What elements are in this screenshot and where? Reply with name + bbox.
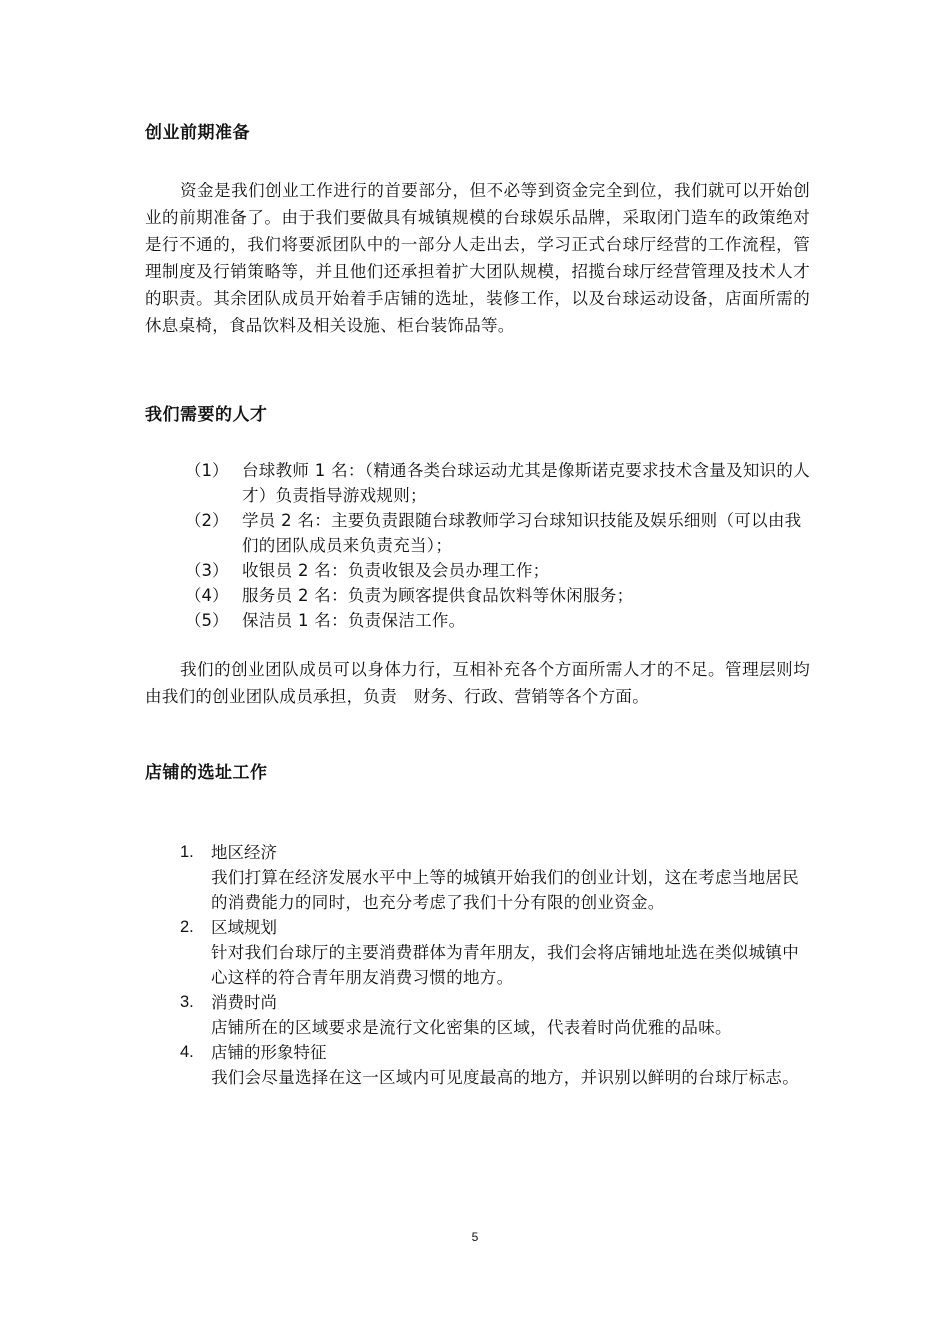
section-title-site-selection: 店铺的选址工作 (145, 763, 268, 783)
list-item-desc: 针对我们台球厅的主要消费群体为青年朋友，我们会将店铺地址选在类似城镇中心这样的符合青年朋友消费习惯的地方。 (211, 943, 799, 987)
list-item-trainee (185, 508, 815, 558)
paragraph-startup-prep (145, 177, 810, 339)
list-item-regional-planning (180, 915, 810, 990)
list-number: （4） (185, 586, 229, 605)
list-number: 4. (180, 1043, 194, 1061)
list-item-cleaner (185, 608, 815, 633)
list-item-title: 店铺的形象特征 (211, 1043, 327, 1062)
list-item-waiter (185, 583, 815, 608)
list-number: 3. (180, 993, 194, 1011)
list-item-consumer-trend (180, 990, 810, 1040)
list-text: 台球教师 1 名：（精通各类台球运动尤其是像斯诺克要求技术含量及知识的人才）负责指导游戏规则； (242, 461, 811, 505)
list-number: 1. (180, 843, 194, 861)
paragraph-talent-summary (145, 656, 810, 710)
list-item-title: 消费时尚 (211, 993, 277, 1012)
list-item-title: 区域规划 (211, 918, 277, 937)
list-item-store-image (180, 1040, 810, 1090)
list-item-regional-economy (180, 840, 810, 915)
list-item-desc: 我们打算在经济发展水平中上等的城镇开始我们的创业计划，这在考虑当地居民的消费能力的同时，也充分考虑了我们十分有限的创业资金。 (211, 868, 799, 912)
list-number: （3） (185, 561, 229, 580)
list-number: （2） (185, 511, 229, 530)
list-text: 收银员 2 名：负责收银及会员办理工作； (242, 561, 550, 580)
site-selection-list (180, 840, 810, 1090)
list-item-desc: 我们会尽量选择在这一区域内可见度最高的地方，并识别以鲜明的台球厅标志。 (211, 1068, 799, 1087)
list-item-title: 地区经济 (211, 843, 277, 862)
list-item-teacher (185, 458, 815, 508)
list-text: 学员 2 名：主要负责跟随台球教师学习台球知识技能及娱乐细则（可以由我们的团队成员来负责充当）； (242, 511, 802, 555)
paragraph-text: 我们的创业团队成员可以身体力行，互相补充各个方面所需人才的不足。管理层则均由我们的创业团队成员承担，负责 财务、行政、营销等各个方面。 (145, 660, 810, 706)
list-item-desc: 店铺所在的区域要求是流行文化密集的区域，代表着时尚优雅的品味。 (211, 1018, 732, 1037)
section-title-startup-prep: 创业前期准备 (145, 123, 250, 143)
talent-list (185, 458, 815, 633)
page-number: 5 (471, 1230, 479, 1244)
list-item-cashier (185, 558, 815, 583)
list-number: 2. (180, 918, 194, 936)
list-number: （5） (185, 611, 229, 630)
paragraph-text: 资金是我们创业工作进行的首要部分，但不必等到资金完全到位，我们就可以开始创业的前期准备了。由于我们要做具有城镇规模的台球娱乐品牌，采取闭门造车的政策绝对是行不通的，我们将要派团队中的一部分人走出去，学习正式台球厅经营的工作流程，管理制度及行销策略等，并且他们还承担着扩大团队规模，招揽台球厅经营管理及技术人才的职责。其余团队成员开始着手店铺的选址，装修工作，以及台球运动设备，店面所需的休息桌椅，食品饮料及相关设施、柜台装饰品等。 (145, 181, 810, 335)
list-text: 保洁员 1 名：负责保洁工作。 (242, 611, 466, 630)
section-title-talent: 我们需要的人才 (145, 405, 268, 425)
list-number: （1） (185, 461, 229, 480)
list-text: 服务员 2 名：负责为顾客提供食品饮料等休闲服务； (242, 586, 634, 605)
